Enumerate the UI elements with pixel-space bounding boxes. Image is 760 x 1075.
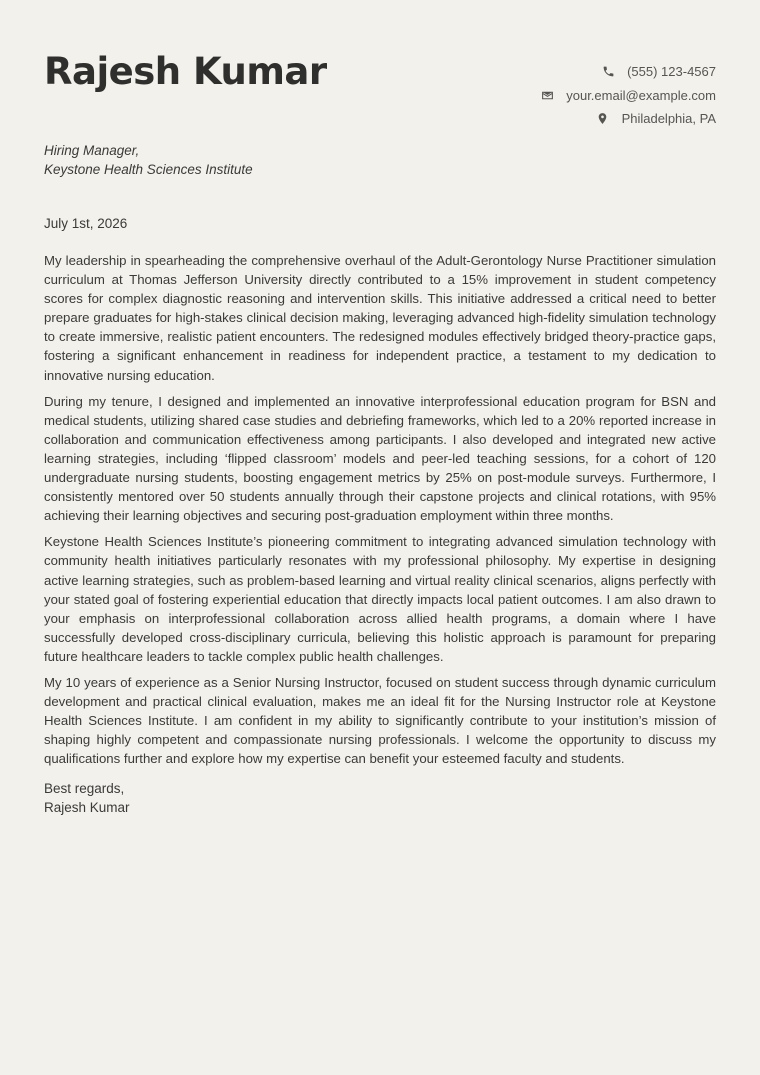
location-text: Philadelphia, PA xyxy=(621,111,716,127)
body-paragraph: During my tenure, I designed and implemented an innovative interprofessional education program for BSN and medical students, utilizing shared case studies and debriefing frameworks, which led to a 20% reported increase in collaboration and communication effectiveness among participants. I also developed and integrated new active learning strategies, including ‘flipped classroom’ models and peer-led teaching sessions, for a cohort of 120 undergraduate nursing students, boosting engagement metrics by 25% on post-module surveys. Furthermore, I consistently mentored over 50 students annually through their capstone projects and clinical rotations, with 95% achieving their learning objectives and securing post-graduation employment within three months. xyxy=(44,393,716,524)
phone-icon xyxy=(601,65,615,79)
sender-name: Rajesh Kumar xyxy=(44,50,327,93)
location-pin-icon xyxy=(596,112,610,126)
body-paragraph: Keystone Health Sciences Institute’s pioneering commitment to integrating advanced simulation technology with community health initiatives particularly resonates with my professional philosophy. My expertise in designing active learning strategies, such as problem-based learning and virtual reality clinical scenarios, aligns perfectly with your stated goal of fostering experiential education that directly impacts local patient outcomes. I am also drawn to your emphasis on interprofessional collaboration across allied health programs, a domain where I have successfully developed cross-disciplinary curricula, believing this holistic approach is paramount for preparing future healthcare leaders to tackle complex public health challenges. xyxy=(44,534,716,664)
phone-text: (555) 123-4567 xyxy=(627,64,716,80)
recipient-organization: Keystone Health Sciences Institute xyxy=(44,162,253,177)
letter-closing xyxy=(44,779,716,817)
closing-signature: Rajesh Kumar xyxy=(44,800,130,816)
body-paragraph: My leadership in spearheading the comprehensive overhaul of the Adult-Gerontology Nurse Practitioner simulation curriculum at Thomas Jefferson University directly contributed to a 15% improvement in student competency scores for complex diagnostic reasoning and intervention skills. This initiative addressed a critical need to better prepare graduates for high-stakes clinical decision making, leveraging advanced high-fidelity simulation technology to create immersive, realistic patient encounters. The redesigned modules effectively bridged theory-practice gaps, fostering a significant enhancement in readiness for independent practice, a testament to my dedication to innovative nursing education. xyxy=(44,253,716,383)
letter-body xyxy=(44,251,716,768)
contact-phone xyxy=(540,60,716,84)
letter-date: July 1st, 2026 xyxy=(44,216,128,231)
contact-email xyxy=(540,84,716,108)
email-text: your.email@example.com xyxy=(566,87,716,103)
closing-salutation: Best regards, xyxy=(44,781,125,797)
letter-header xyxy=(44,0,716,132)
recipient-block xyxy=(44,141,716,179)
envelope-icon xyxy=(540,88,554,102)
body-paragraph: My 10 years of experience as a Senior Nursing Instructor, focused on student success through dynamic curriculum development and practical clinical evaluation, makes me an ideal fit for the Nursing Instructor role at Keystone Health Sciences Institute. I am confident in my ability to significantly contribute to your institution’s mission of shaping highly competent and compassionate nursing professionals. I welcome the opportunity to discuss my qualifications further and explore how my expertise can benefit your esteemed faculty and students. xyxy=(44,674,716,767)
recipient-title: Hiring Manager, xyxy=(44,143,140,158)
contact-location xyxy=(540,107,716,131)
contact-info xyxy=(540,60,716,131)
